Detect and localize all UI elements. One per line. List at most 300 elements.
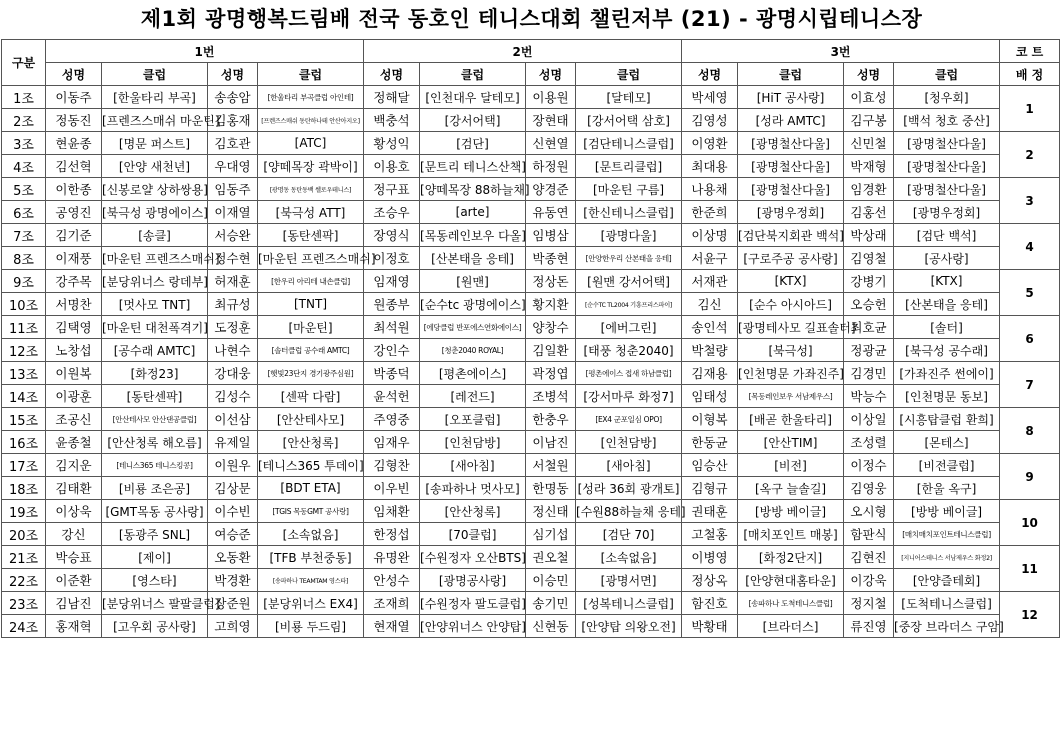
table-row: [2, 155, 1060, 178]
player-club: [강서어택]: [420, 109, 526, 132]
player-name: 강병기: [844, 270, 894, 293]
player-club: [검단 백석]: [894, 224, 1000, 247]
table-row: [2, 109, 1060, 132]
player-club: [북극성]: [738, 339, 844, 362]
group-label: 19조: [2, 500, 46, 523]
player-name: 양경준: [526, 178, 576, 201]
player-name: 나현수: [208, 339, 258, 362]
group-label: 5조: [2, 178, 46, 201]
player-name: 김신: [682, 293, 738, 316]
court-number: 10: [1000, 500, 1060, 546]
player-name: 임병삼: [526, 224, 576, 247]
player-name: 오시형: [844, 500, 894, 523]
player-name: 노창섭: [46, 339, 102, 362]
player-name: 곽정엽: [526, 362, 576, 385]
player-name: 서승완: [208, 224, 258, 247]
player-club: [배곧 한울타리]: [738, 408, 844, 431]
player-club: [영스타]: [102, 569, 208, 592]
player-club: [안산청록 해오름]: [102, 431, 208, 454]
player-name: 심기섭: [526, 523, 576, 546]
player-club: [한우리 아리테 내손클럽]: [258, 270, 364, 293]
table-row: [2, 569, 1060, 592]
player-name: 이정수: [844, 454, 894, 477]
player-name: 임경환: [844, 178, 894, 201]
player-name: 함진호: [682, 592, 738, 615]
player-club: [안산청록]: [420, 500, 526, 523]
player-club: [센팍 다람]: [258, 385, 364, 408]
player-club: [레전드]: [420, 385, 526, 408]
player-club: [브라더스]: [738, 615, 844, 638]
court-number: 3: [1000, 178, 1060, 224]
player-club: [마운틴 구름]: [576, 178, 682, 201]
player-club: [광명서면]: [576, 569, 682, 592]
player-name: 여승준: [208, 523, 258, 546]
player-name: 한충우: [526, 408, 576, 431]
player-club: [동탄센팍]: [102, 385, 208, 408]
player-club: [지니어스테니스 서남제우스 화정2]: [894, 546, 1000, 569]
player-club: [안양즐테회]: [894, 569, 1000, 592]
player-club: [원맨]: [420, 270, 526, 293]
player-club: [새아침]: [420, 454, 526, 477]
table-row: [2, 270, 1060, 293]
player-name: 송기민: [526, 592, 576, 615]
group-label: 24조: [2, 615, 46, 638]
player-name: 유동연: [526, 201, 576, 224]
player-club: [강서마루 화정7]: [576, 385, 682, 408]
player-name: 한정섭: [364, 523, 420, 546]
player-name: 박상래: [844, 224, 894, 247]
player-club: [송파하나 도척테니스클럽]: [738, 592, 844, 615]
player-name: 정상돈: [526, 270, 576, 293]
player-name: 최석원: [364, 316, 420, 339]
table-row: [2, 408, 1060, 431]
player-club: [광명철산다울]: [894, 132, 1000, 155]
group-label: 2조: [2, 109, 46, 132]
player-name: 이선삼: [208, 408, 258, 431]
court-number: 8: [1000, 408, 1060, 454]
player-club: [마운틴 대천폭격기]: [102, 316, 208, 339]
player-club: [인천명문 가좌진주]: [738, 362, 844, 385]
player-name: 이강욱: [844, 569, 894, 592]
player-name: 임동주: [208, 178, 258, 201]
player-name: 김영성: [682, 109, 738, 132]
player-club: [분당위너스 EX4]: [258, 592, 364, 615]
player-club: [검단]: [420, 132, 526, 155]
player-name: 임채환: [364, 500, 420, 523]
player-name: 이영환: [682, 132, 738, 155]
player-name: 김남진: [46, 592, 102, 615]
player-club: [순수 아시아드]: [738, 293, 844, 316]
player-name: 김영철: [844, 247, 894, 270]
player-name: 이상명: [682, 224, 738, 247]
player-name: 장준원: [208, 592, 258, 615]
player-club: [인천담방]: [576, 431, 682, 454]
player-club: [양떼목장 곽박이]: [258, 155, 364, 178]
player-name: 오동환: [208, 546, 258, 569]
player-club: [순수tc 광명에이스]: [420, 293, 526, 316]
player-name: 고철홍: [682, 523, 738, 546]
player-name: 이남진: [526, 431, 576, 454]
player-name: 양창수: [526, 316, 576, 339]
player-club: [성라 AMTC]: [738, 109, 844, 132]
player-name: 이용호: [364, 155, 420, 178]
club-column-header: 클럽: [420, 63, 526, 86]
player-name: 이용원: [526, 86, 576, 109]
player-club: [안산테사모]: [258, 408, 364, 431]
player-club: [명문 퍼스트]: [102, 132, 208, 155]
player-name: 조재희: [364, 592, 420, 615]
player-name: 임재우: [364, 431, 420, 454]
player-name: 김형찬: [364, 454, 420, 477]
player-name: 강주목: [46, 270, 102, 293]
player-name: 신현동: [526, 615, 576, 638]
court-header-top: 코 트: [1000, 40, 1060, 63]
player-name: 장현태: [526, 109, 576, 132]
player-club: [솔터]: [894, 316, 1000, 339]
player-name: 김구봉: [844, 109, 894, 132]
player-name: 박재형: [844, 155, 894, 178]
player-club: [HiT 공사랑]: [738, 86, 844, 109]
player-name: 강신: [46, 523, 102, 546]
player-name: 김현진: [844, 546, 894, 569]
player-club: [안양현대홈타운]: [738, 569, 844, 592]
player-club: [한신테니스클럽]: [576, 201, 682, 224]
player-club: [원맨 강서어택]: [576, 270, 682, 293]
player-club: [테니스365 테니스킹콩]: [102, 454, 208, 477]
player-name: 이한종: [46, 178, 102, 201]
player-name: 김택영: [46, 316, 102, 339]
player-name: 송송암: [208, 86, 258, 109]
player-club: [성라 36회 광개토]: [576, 477, 682, 500]
player-club: [에당클럽 반포에스연화에이스]: [420, 316, 526, 339]
player-club: [몬테스]: [894, 431, 1000, 454]
table-row: [2, 546, 1060, 569]
player-club: [수원정자 팔도클럽]: [420, 592, 526, 615]
player-name: 조성렬: [844, 431, 894, 454]
player-club: [비전클럽]: [894, 454, 1000, 477]
page-title: 제1회 광명행복드림배 전국 동호인 테니스대회 챌린저부 (21) - 광명시립테니스장: [140, 7, 923, 31]
group-label: 17조: [2, 454, 46, 477]
player-name: 김재용: [682, 362, 738, 385]
player-club: [인천담방]: [420, 431, 526, 454]
player-name: 이정호: [364, 247, 420, 270]
player-name: 정구표: [364, 178, 420, 201]
table-row: [2, 500, 1060, 523]
player-name: 박종덕: [364, 362, 420, 385]
player-club: [TFB 부천중동]: [258, 546, 364, 569]
player-name: 현재열: [364, 615, 420, 638]
player-club: [산본태을 응테]: [894, 293, 1000, 316]
player-name: 나용채: [682, 178, 738, 201]
player-club: [EX4 군포일심 OPO]: [576, 408, 682, 431]
player-name: 정광균: [844, 339, 894, 362]
group-label: 23조: [2, 592, 46, 615]
player-name: 우대영: [208, 155, 258, 178]
player-club: [순수TC TL2004 기흥프리스파이]: [576, 293, 682, 316]
player-name: 이상욱: [46, 500, 102, 523]
player-name: 강대웅: [208, 362, 258, 385]
player-club: [북극성 ATT]: [258, 201, 364, 224]
player-name: 박황태: [682, 615, 738, 638]
player-club: [GMT목동 공사랑]: [102, 500, 208, 523]
player-club: [KTX]: [894, 270, 1000, 293]
player-name: 조승우: [364, 201, 420, 224]
player-name: 권오철: [526, 546, 576, 569]
player-name: 허재훈: [208, 270, 258, 293]
player-name: 이동주: [46, 86, 102, 109]
player-club: [테니스365 투데이]: [258, 454, 364, 477]
round1-header: 1번: [46, 40, 364, 63]
player-name: 김선혁: [46, 155, 102, 178]
player-club: [한울 옥구]: [894, 477, 1000, 500]
group-label: 22조: [2, 569, 46, 592]
court-number: 9: [1000, 454, 1060, 500]
player-name: 박경환: [208, 569, 258, 592]
player-club: [고우회 공사랑]: [102, 615, 208, 638]
court-number: 7: [1000, 362, 1060, 408]
player-club: [옥구 늘솔길]: [738, 477, 844, 500]
player-club: [한울타리 부곡클럽 아인테]: [258, 86, 364, 109]
player-club: [광명철산다울]: [738, 132, 844, 155]
group-header: 구분: [2, 40, 46, 86]
group-label: 15조: [2, 408, 46, 431]
player-club: [목동레인보우 다올]: [420, 224, 526, 247]
player-name: 백충석: [364, 109, 420, 132]
player-name: 신현열: [526, 132, 576, 155]
player-name: 서재관: [682, 270, 738, 293]
player-club: [마운틴 프렌즈스매쉬]: [258, 247, 364, 270]
player-club: [검단북지회관 백석]: [738, 224, 844, 247]
player-name: 유제일: [208, 431, 258, 454]
player-name: 이수빈: [208, 500, 258, 523]
player-club: [광명철산다울]: [894, 178, 1000, 201]
player-club: [매치포인트 매봉]: [738, 523, 844, 546]
player-name: 김성수: [208, 385, 258, 408]
player-club: [인천대우 달테모]: [420, 86, 526, 109]
group-label: 11조: [2, 316, 46, 339]
name-column-header: 성명: [526, 63, 576, 86]
player-name: 하정원: [526, 155, 576, 178]
player-name: 이원우: [208, 454, 258, 477]
player-club: [성복테니스클럽]: [576, 592, 682, 615]
player-club: [광명동 동탄동백 쎌로우테니스]: [258, 178, 364, 201]
round2-header: 2번: [364, 40, 682, 63]
player-name: 황성익: [364, 132, 420, 155]
table-row: [2, 339, 1060, 362]
player-name: 안성수: [364, 569, 420, 592]
player-club: [프렌즈스매쉬 동탄하나테 안산아지오]: [258, 109, 364, 132]
player-name: 박승표: [46, 546, 102, 569]
name-column-header: 성명: [844, 63, 894, 86]
player-name: 신민철: [844, 132, 894, 155]
player-club: [방방 베이글]: [738, 500, 844, 523]
court-number: 12: [1000, 592, 1060, 638]
player-club: [새아침]: [576, 454, 682, 477]
club-column-header: 클럽: [576, 63, 682, 86]
player-club: [백석 청호 중산]: [894, 109, 1000, 132]
table-row: [2, 385, 1060, 408]
player-name: 이재풍: [46, 247, 102, 270]
player-club: [광명공사랑]: [420, 569, 526, 592]
table-row: [2, 247, 1060, 270]
player-name: 유명완: [364, 546, 420, 569]
player-club: [시흥탑클럽 환희]: [894, 408, 1000, 431]
player-club: [동광주 SNL]: [102, 523, 208, 546]
player-name: 윤석헌: [364, 385, 420, 408]
group-label: 21조: [2, 546, 46, 569]
player-club: [마운틴]: [258, 316, 364, 339]
player-name: 현윤종: [46, 132, 102, 155]
player-name: 주영중: [364, 408, 420, 431]
player-club: [청우회]: [894, 86, 1000, 109]
player-name: 최대용: [682, 155, 738, 178]
table-row: [2, 523, 1060, 546]
court-number: 1: [1000, 86, 1060, 132]
player-name: 류진영: [844, 615, 894, 638]
group-label: 4조: [2, 155, 46, 178]
player-name: 임재영: [364, 270, 420, 293]
player-name: 김홍재: [208, 109, 258, 132]
player-name: 정신태: [526, 500, 576, 523]
player-club: [평촌에이스 접새 하남클럽]: [576, 362, 682, 385]
player-name: 임승산: [682, 454, 738, 477]
player-club: [광명테사모 길표솔터]: [738, 316, 844, 339]
player-club: [제이]: [102, 546, 208, 569]
table-row: [2, 431, 1060, 454]
player-name: 장영식: [364, 224, 420, 247]
player-club: [프렌즈스매쉬 마운틴]: [102, 109, 208, 132]
player-name: 원종부: [364, 293, 420, 316]
player-name: 김홍선: [844, 201, 894, 224]
player-club: [공수래 AMTC]: [102, 339, 208, 362]
player-name: 오승헌: [844, 293, 894, 316]
player-name: 이효성: [844, 86, 894, 109]
player-name: 김형규: [682, 477, 738, 500]
player-club: [산본태을 응테]: [420, 247, 526, 270]
player-name: 이형복: [682, 408, 738, 431]
court-number: 5: [1000, 270, 1060, 316]
table-row: [2, 224, 1060, 247]
player-name: 권태훈: [682, 500, 738, 523]
player-club: [ATC]: [258, 132, 364, 155]
table-row: [2, 362, 1060, 385]
player-club: [문트리클럽]: [576, 155, 682, 178]
player-name: 공영진: [46, 201, 102, 224]
group-label: 16조: [2, 431, 46, 454]
player-name: 조병석: [526, 385, 576, 408]
player-name: 정지철: [844, 592, 894, 615]
player-name: 송인석: [682, 316, 738, 339]
player-name: 고희영: [208, 615, 258, 638]
player-club: [광명다울]: [576, 224, 682, 247]
player-name: 이재열: [208, 201, 258, 224]
player-name: 이우빈: [364, 477, 420, 500]
player-club: [안양 새천년]: [102, 155, 208, 178]
player-club: [BDT ETA]: [258, 477, 364, 500]
player-name: 한준희: [682, 201, 738, 224]
table-row: [2, 178, 1060, 201]
player-club: [KTX]: [738, 270, 844, 293]
player-name: 정동진: [46, 109, 102, 132]
player-club: [동탄센팍]: [258, 224, 364, 247]
court-number: 6: [1000, 316, 1060, 362]
group-label: 12조: [2, 339, 46, 362]
player-club: [오포클럽]: [420, 408, 526, 431]
player-club: [한울타리 부곡]: [102, 86, 208, 109]
player-name: 홍재혁: [46, 615, 102, 638]
draw-table: [1, 39, 1060, 638]
player-club: [안산TIM]: [738, 431, 844, 454]
player-club: [햇빛23단지 경기광주심원]: [258, 362, 364, 385]
player-name: 박철량: [682, 339, 738, 362]
group-label: 1조: [2, 86, 46, 109]
player-club: [분당위너스 팔팔클럽]: [102, 592, 208, 615]
table-row: [2, 615, 1060, 638]
player-club: [목동레인보우 서남제우스]: [738, 385, 844, 408]
player-name: 임태성: [682, 385, 738, 408]
round3-header: 3번: [682, 40, 1000, 63]
group-label: 7조: [2, 224, 46, 247]
player-club: [북극성 광명에이스]: [102, 201, 208, 224]
name-column-header: 성명: [208, 63, 258, 86]
table-row: [2, 201, 1060, 224]
player-club: [광명철산다울]: [738, 178, 844, 201]
table-row: [2, 316, 1060, 339]
player-name: 박세영: [682, 86, 738, 109]
player-name: 강인수: [364, 339, 420, 362]
club-column-header: 클럽: [258, 63, 364, 86]
player-name: 이승민: [526, 569, 576, 592]
player-club: [방방 베이글]: [894, 500, 1000, 523]
player-name: 한동균: [682, 431, 738, 454]
player-name: 김지운: [46, 454, 102, 477]
player-club: [검단 70]: [576, 523, 682, 546]
player-club: [수원정자 오산BTS]: [420, 546, 526, 569]
name-column-header: 성명: [682, 63, 738, 86]
group-label: 18조: [2, 477, 46, 500]
player-club: [광명철산다울]: [738, 155, 844, 178]
player-name: 이병영: [682, 546, 738, 569]
player-name: 김영웅: [844, 477, 894, 500]
player-name: 서명찬: [46, 293, 102, 316]
club-column-header: 클럽: [738, 63, 844, 86]
player-club: [솔터클럽 공수래 AMTC]: [258, 339, 364, 362]
name-column-header: 성명: [46, 63, 102, 86]
player-club: [구로주공 공사랑]: [738, 247, 844, 270]
player-name: 최규성: [208, 293, 258, 316]
player-club: [화정2단지]: [738, 546, 844, 569]
player-name: 한명동: [526, 477, 576, 500]
group-label: 9조: [2, 270, 46, 293]
player-club: [청춘2040 ROYAL]: [420, 339, 526, 362]
table-row: [2, 592, 1060, 615]
player-club: [안산테사모 안산댄공클럽]: [102, 408, 208, 431]
court-number: 4: [1000, 224, 1060, 270]
court-number: 11: [1000, 546, 1060, 592]
player-name: 최호균: [844, 316, 894, 339]
player-club: [태풍 청춘2040]: [576, 339, 682, 362]
player-club: [마운틴 프렌즈스매쉬]: [102, 247, 208, 270]
player-club: [신봉로얄 상하쌍용]: [102, 178, 208, 201]
player-club: [가좌진주 썬에이]: [894, 362, 1000, 385]
player-name: 서윤구: [682, 247, 738, 270]
player-club: [안양탑 의왕오전]: [576, 615, 682, 638]
player-name: 김상문: [208, 477, 258, 500]
player-club: [공사랑]: [894, 247, 1000, 270]
player-club: [안양위너스 안양탑]: [420, 615, 526, 638]
player-club: [송파하나 TEAMTAM 영스타]: [258, 569, 364, 592]
club-column-header: 클럽: [894, 63, 1000, 86]
